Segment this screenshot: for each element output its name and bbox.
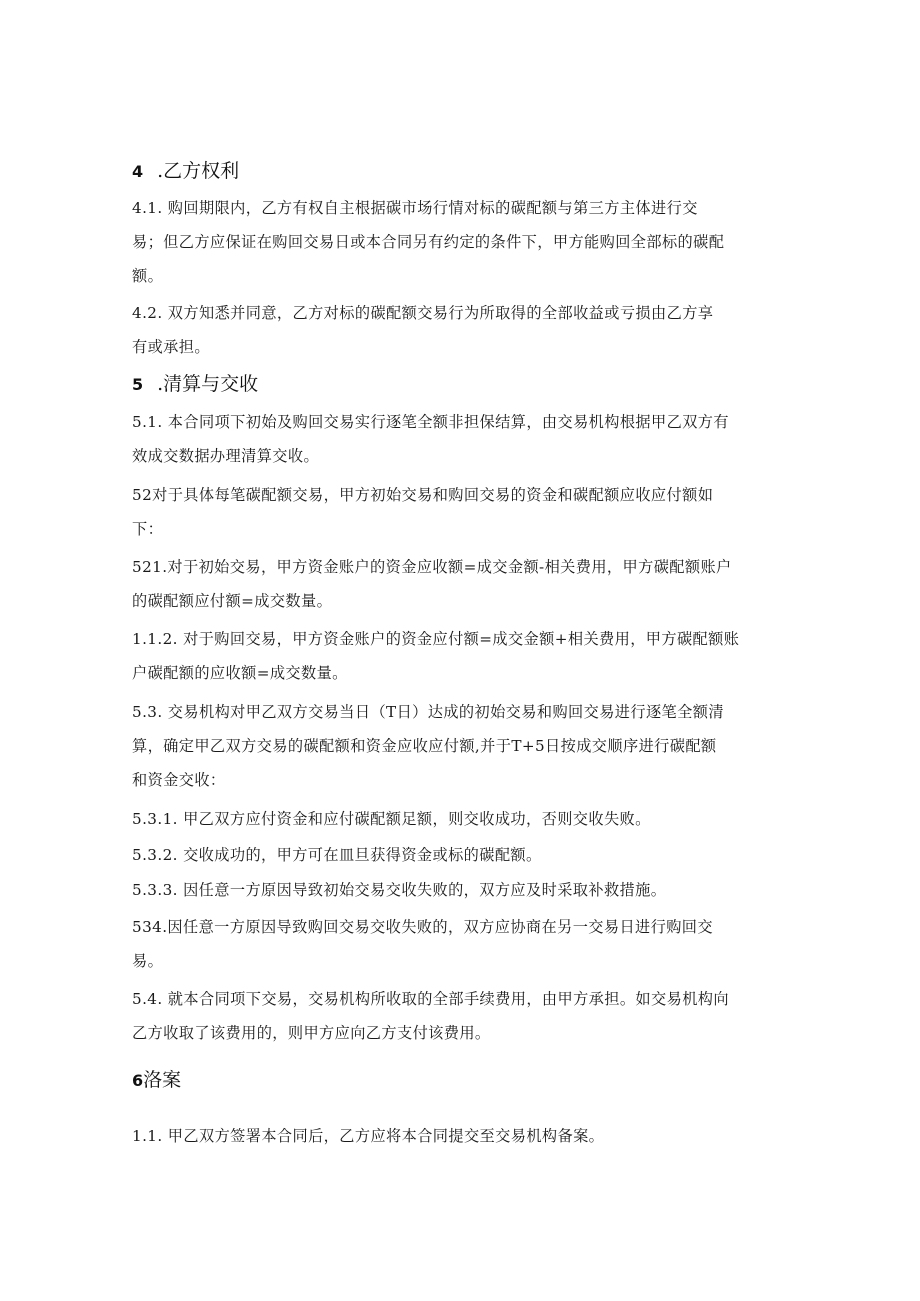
- paragraph-6-1: [132, 1119, 792, 1153]
- paragraph-line: 易。: [132, 952, 164, 970]
- paragraph-line: 有或承担。: [132, 338, 210, 356]
- paragraph-5-3-2: [132, 838, 792, 872]
- paragraph-5-3-4: [132, 910, 792, 978]
- paragraph-line: 的碳配额应付额=成交数量。: [132, 592, 333, 610]
- paragraph-line: 1.1. 甲乙双方签署本合同后，乙方应将本合同提交至交易机构备案。: [132, 1127, 605, 1145]
- paragraph-5-2-1: [132, 550, 792, 618]
- paragraph-line: 534.因任意一方原因导致购回交易交收失败的，双方应协商在另一交易日进行购回交: [132, 918, 713, 936]
- paragraph-line: 效成交数据办理清算交收。: [132, 447, 320, 465]
- paragraph-5-4: [132, 982, 792, 1050]
- paragraph-4-1: [132, 191, 792, 293]
- paragraph-5-3-1: [132, 802, 792, 836]
- paragraph-line: 4.1. 购回期限内，乙方有权自主根据碳市场行情对标的碳配额与第三方主体进行交: [132, 199, 698, 217]
- paragraph-4-2: [132, 296, 792, 364]
- section-title: .乙方权利: [157, 160, 240, 182]
- section-number: 6: [132, 1071, 144, 1090]
- paragraph-line: 5.1. 本合同项下初始及购回交易实行逐笔全额非担保结算，由交易机构根据甲乙双方有: [132, 413, 729, 431]
- paragraph-5-3-3: [132, 873, 792, 907]
- section-number: 4: [132, 162, 144, 181]
- paragraph-line: 下：: [132, 520, 164, 538]
- paragraph-line: 4.2. 双方知悉并同意，乙方对标的碳配额交易行为所取得的全部收益或亏损由乙方享: [132, 304, 714, 322]
- section-title: 洛案: [143, 1069, 182, 1091]
- paragraph-line: 算，确定甲乙双方交易的碳配额和资金应收应付额,并于T+5日按成交顺序进行碳配额: [132, 737, 717, 755]
- paragraph-line: 易；但乙方应保证在购回交易日或本合同另有约定的条件下，甲方能购回全部标的碳配: [132, 233, 725, 251]
- section-title: .清算与交收: [157, 373, 259, 395]
- paragraph-line: 5.3.2. 交收成功的，甲方可在皿旦获得资金或标的碳配额。: [132, 846, 542, 864]
- paragraph-5-2-2: [132, 622, 792, 690]
- paragraph-line: 5.3.3. 因任意一方原因导致初始交易交收失败的，双方应及时采取补救措施。: [132, 881, 667, 899]
- section-heading-6: [132, 1068, 181, 1093]
- paragraph-line: 5.3.1. 甲乙双方应付资金和应付碳配额足额，则交收成功，否则交收失败。: [132, 810, 651, 828]
- paragraph-line: 5.3. 交易机构对甲乙双方交易当日（T日）达成的初始交易和购回交易进行逐笔全额清: [132, 703, 724, 721]
- section-heading-5: [132, 372, 258, 397]
- paragraph-line: 乙方收取了该费用的，则甲方应向乙方支付该费用。: [132, 1024, 491, 1042]
- paragraph-line: 和资金交收：: [132, 771, 226, 789]
- paragraph-line: 52对于具体每笔碳配额交易，甲方初始交易和购回交易的资金和碳配额应收应付额如: [132, 486, 714, 504]
- paragraph-line: 521.对于初始交易，甲方资金账户的资金应收额=成交金额-相关费用，甲方碳配额账户: [132, 558, 732, 576]
- paragraph-line: 户碳配额的应收额=成交数量。: [132, 664, 348, 682]
- paragraph-5-3: [132, 695, 792, 797]
- section-heading-4: [132, 159, 239, 184]
- paragraph-line: 1.1.2. 对于购回交易，甲方资金账户的资金应付额=成交金额+相关费用，甲方碳配额账: [132, 630, 740, 648]
- section-number: 5: [132, 375, 144, 394]
- paragraph-line: 额。: [132, 267, 164, 285]
- paragraph-5-2: [132, 478, 792, 546]
- paragraph-line: 5.4. 就本合同项下交易，交易机构所收取的全部手续费用，由甲方承担。如交易机构向: [132, 990, 729, 1008]
- paragraph-5-1: [132, 405, 792, 473]
